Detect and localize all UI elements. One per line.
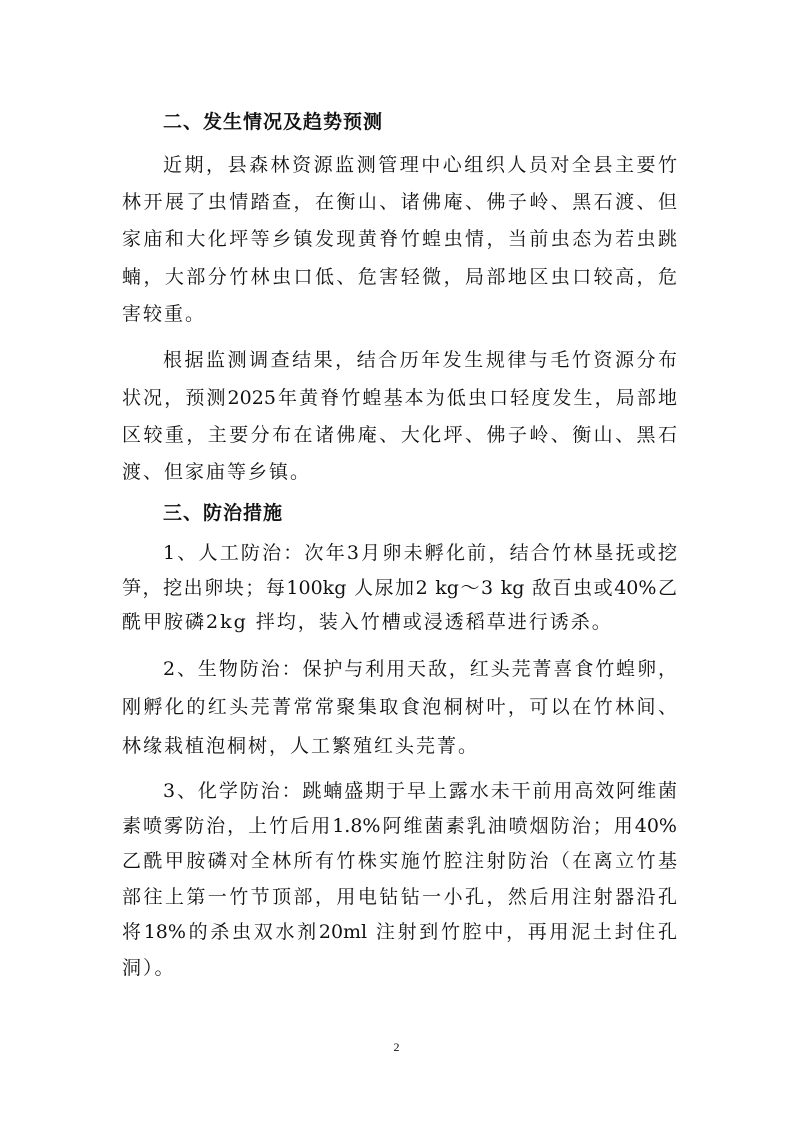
paragraph-line: 区较重，主要分布在诸佛庵、大化坪、佛子岭、衡山、黑石 (122, 424, 677, 446)
paragraph-line: 状况，预测2025年黄脊竹蝗基本为低虫口轻度发生，局部地 (122, 387, 677, 409)
paragraph-line: 笋，挖出卵块；每100kg 人尿加2 kg～3 kg 敌百虫或40%乙 (122, 577, 677, 599)
paragraph-line: 将18%的杀虫双水剂20ml 注射到竹腔中，再用泥土封住孔 (122, 921, 677, 943)
paragraph-line: 林开展了虫情踏查，在衡山、诸佛庵、佛子岭、黑石渡、但 (122, 191, 677, 213)
paragraph-line: 2、生物防治：保护与利用天敌，红头芫菁喜食竹蝗卵， (163, 658, 677, 680)
section-heading-measures: 三、防治措施 (163, 502, 284, 524)
paragraph-line: 渡、但家庙等乡镇。 (122, 461, 312, 483)
paragraph-line: 素喷雾防治，上竹后用1.8%阿维菌素乳油喷烟防治；用40% (122, 815, 677, 837)
section-heading-occurrence: 二、发生情况及趋势预测 (163, 111, 384, 133)
paragraph-line: 近期，县森林资源监测管理中心组织人员对全县主要竹 (163, 154, 677, 176)
paragraph-line: 根据监测调查结果，结合历年发生规律与毛竹资源分布 (163, 349, 677, 371)
paragraph-line: 1、人工防治：次年3月卵未孵化前，结合竹林垦抚或挖 (163, 542, 677, 564)
paragraph-line: 家庙和大化坪等乡镇发现黄脊竹蝗虫情，当前虫态为若虫跳 (122, 228, 677, 250)
paragraph-line: 酰甲胺磷2kg 拌均，装入竹槽或浸透稻草进行诱杀。 (122, 611, 613, 633)
paragraph-line: 部往上第一竹节顶部，用电钻钻一小孔，然后用注射器沿孔 (122, 886, 677, 908)
paragraph-line: 蝻，大部分竹林虫口低、危害轻微，局部地区虫口较高，危 (122, 266, 677, 288)
paragraph-line: 洞）。 (122, 957, 176, 979)
paragraph-line: 乙酰甲胺磷对全林所有竹株实施竹腔注射防治（在离立竹基 (122, 850, 677, 872)
paragraph-line: 3、化学防治：跳蝻盛期于早上露水未干前用高效阿维菌 (163, 780, 677, 802)
paragraph-line: 刚孵化的红头芫菁常常聚集取食泡桐树叶，可以在竹林间、 (122, 696, 677, 718)
paragraph-line: 林缘栽植泡桐树，人工繁殖红头芫菁。 (122, 735, 480, 757)
paragraph-line: 害较重。 (122, 303, 207, 325)
page-number: 2 (393, 1040, 400, 1054)
